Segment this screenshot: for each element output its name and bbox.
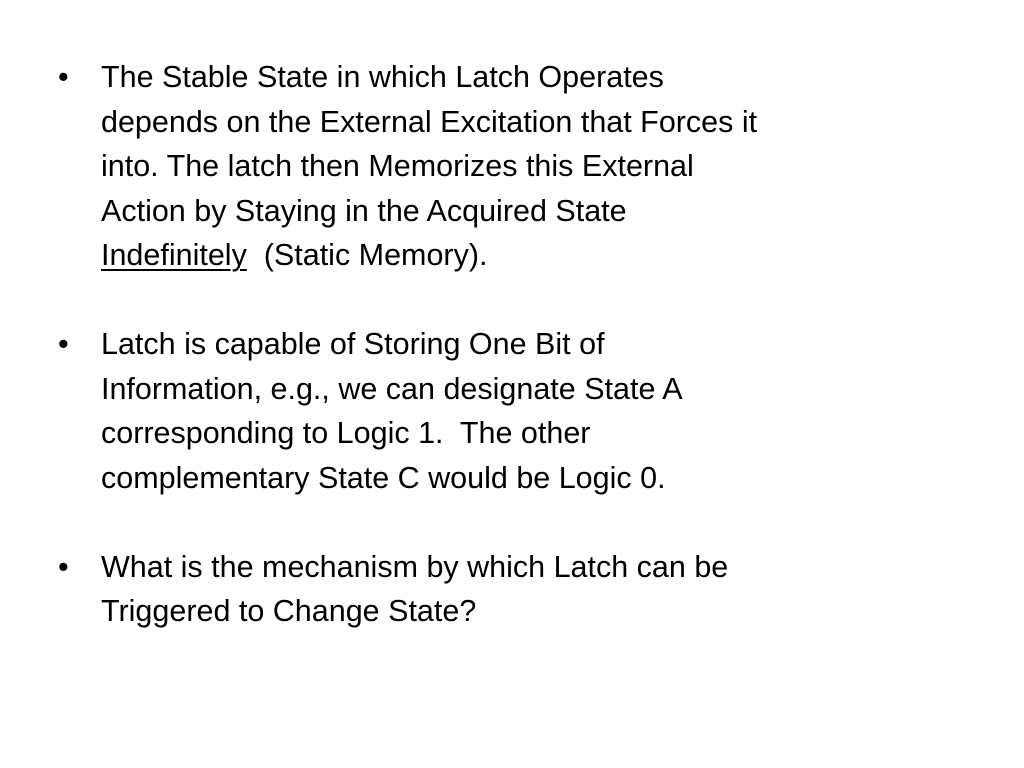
bullet-list xyxy=(58,55,978,678)
bullet-item-stable-state xyxy=(58,55,978,278)
bullet-1-line-3: into. The latch then Memorizes this External xyxy=(101,149,694,183)
bullet-2-line-1: Latch is capable of Storing One Bit of xyxy=(101,327,605,361)
bullet-item-one-bit xyxy=(58,322,978,500)
bullet-3-line-1: What is the mechanism by which Latch can be xyxy=(101,549,729,584)
bullet-1-line-2: depends on the External Excitation that Forces it xyxy=(101,104,758,139)
bullet-3-line-2: Triggered to Change State? xyxy=(101,594,477,628)
bullet-marker: • xyxy=(58,549,69,584)
bullet-1-line-5 xyxy=(101,233,978,278)
bullet-marker: • xyxy=(58,60,69,94)
bullet-2-line-2: Information, e.g., we can designate State A xyxy=(101,371,683,406)
indefinitely-emphasis: Indefinitely xyxy=(101,238,247,272)
bullet-2-line-4: complementary State C would be Logic 0. xyxy=(101,460,666,495)
bullet-1-line-4: Action by Staying in the Acquired State xyxy=(101,193,627,228)
bullet-1-line-1: The Stable State in which Latch Operates xyxy=(101,60,664,94)
bullet-marker: • xyxy=(58,327,69,361)
bullet-2-line-3: corresponding to Logic 1. The other xyxy=(101,416,591,450)
bullet-item-trigger-question xyxy=(58,545,978,634)
static-memory-note: (Static Memory). xyxy=(246,238,488,272)
